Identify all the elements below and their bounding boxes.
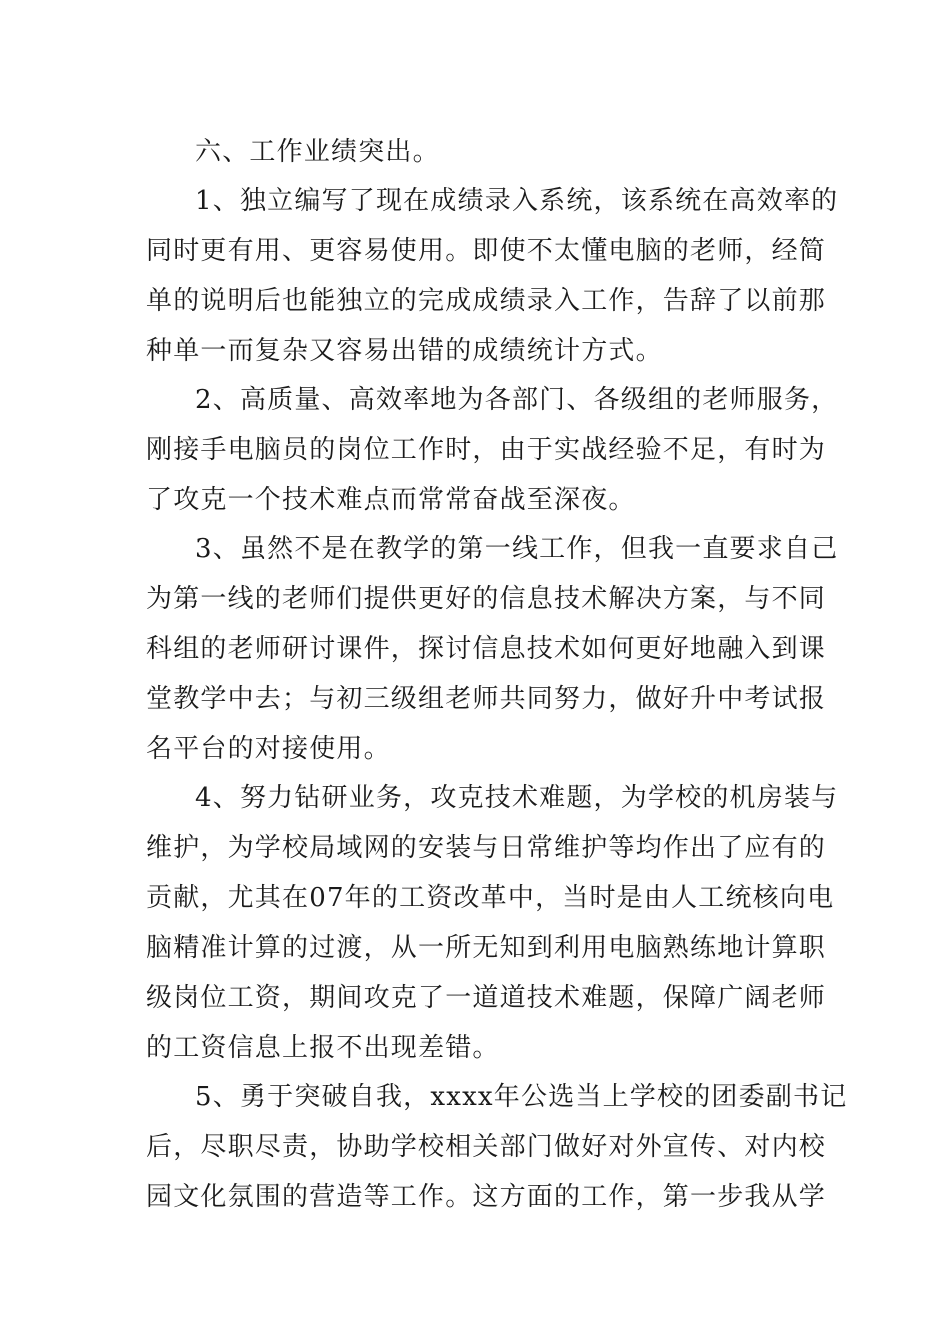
paragraph-2-line-3: 了攻克一个技术难点而常常奋战至深夜。: [146, 485, 636, 515]
section-heading: 六、工作业绩突出。: [195, 137, 440, 167]
paragraph-4-line-6: 的工资信息上报不出现差错。: [146, 1033, 500, 1063]
paragraph-1-line-3: 单的说明后也能独立的完成成绩录入工作，告辞了以前那: [146, 286, 827, 316]
paragraph-5-line-1: 5、勇于突破自我，xxxx年公选当上学校的团委副书记: [195, 1082, 848, 1112]
paragraph-3-line-2: 为第一线的老师们提供更好的信息技术解决方案，与不同: [146, 584, 827, 614]
paragraph-4-line-2: 维护，为学校局域网的安装与日常维护等均作出了应有的: [146, 833, 827, 863]
paragraph-5-line-2: 后，尽职尽责，协助学校相关部门做好对外宣传、对内校: [146, 1132, 827, 1162]
paragraph-2-line-2: 刚接手电脑员的岗位工作时，由于实战经验不足，有时为: [146, 435, 827, 465]
paragraph-4-line-5: 级岗位工资，期间攻克了一道道技术难题，保障广阔老师: [146, 983, 827, 1013]
paragraph-3-line-5: 名平台的对接使用。: [146, 734, 391, 764]
paragraph-5-line-3: 园文化氛围的营造等工作。这方面的工作，第一步我从学: [146, 1182, 827, 1212]
paragraph-1-line-2: 同时更有用、更容易使用。即使不太懂电脑的老师，经简: [146, 236, 827, 266]
paragraph-2-line-1: 2、高质量、高效率地为各部门、各级组的老师服务，: [195, 385, 839, 415]
paragraph-3-line-3: 科组的老师研讨课件，探讨信息技术如何更好地融入到课: [146, 634, 827, 664]
paragraph-3-line-1: 3、虽然不是在教学的第一线工作，但我一直要求自己: [195, 534, 839, 564]
paragraph-4-line-3: 贡献，尤其在07年的工资改革中，当时是由人工统核向电: [146, 883, 835, 913]
paragraph-4-line-1: 4、努力钻研业务，攻克技术难题，为学校的机房装与: [195, 783, 839, 813]
paragraph-1-line-4: 种单一而复杂又容易出错的成绩统计方式。: [146, 336, 663, 366]
paragraph-3-line-4: 堂教学中去；与初三级组老师共同努力，做好升中考试报: [146, 684, 827, 714]
paragraph-1-line-1: 1、独立编写了现在成绩录入系统，该系统在高效率的: [195, 186, 839, 216]
paragraph-4-line-4: 脑精准计算的过渡，从一所无知到利用电脑熟练地计算职: [146, 933, 827, 963]
